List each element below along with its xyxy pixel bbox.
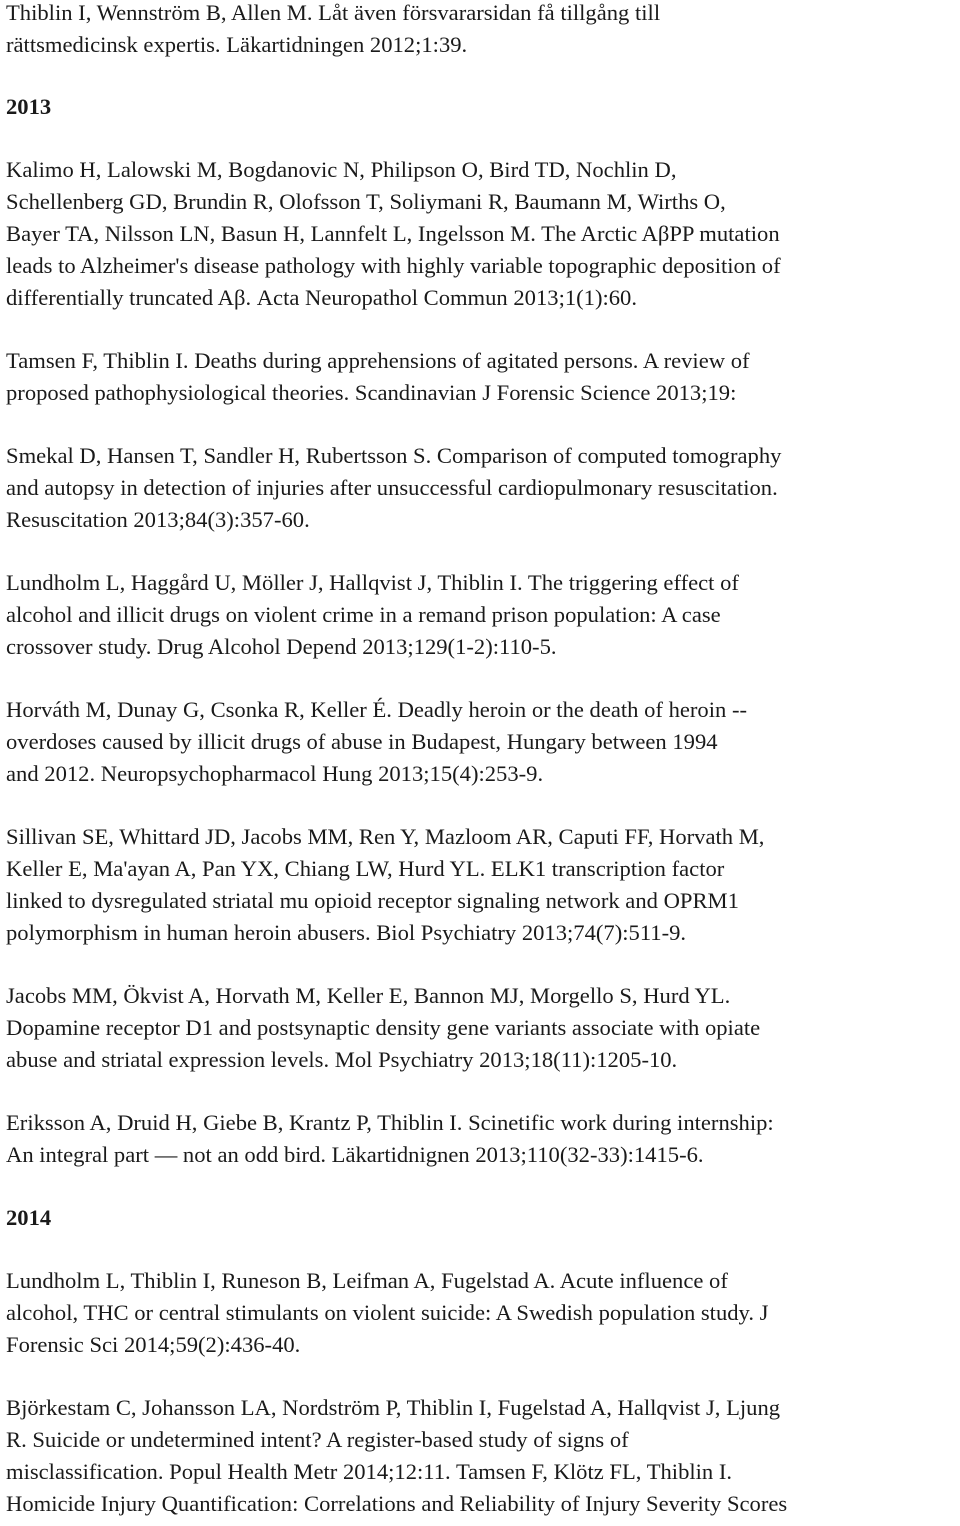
reference-entry: Horváth M, Dunay G, Csonka R, Keller É. Deadly heroin or the death of heroin -- overdoses caused by illicit drugs of abuse in Budapest, Hungary between 1994 and 2012. Neuropsychopharmacol Hung 2013;15(4):253-9. <box>6 697 748 786</box>
reference-entry: Lundholm L, Haggård U, Möller J, Hallqvist J, Thiblin I. The triggering effect of alcohol and illicit drugs on violent crime in a remand prison population: A case crossover study. Drug Alcohol Depend 2013;129(1-2):110-5. <box>6 570 739 659</box>
spacer <box>6 663 956 694</box>
spacer <box>6 61 956 91</box>
reference-entry: Thiblin I, Wennström B, Allen M. Låt även försvararsidan få tillgång till rättsmedicinsk expertis. Läkartidningen 2012;1:39. <box>6 0 661 57</box>
reference-entry: Sillivan SE, Whittard JD, Jacobs MM, Ren Y, Mazloom AR, Caputi FF, Horvath M, Keller E, Ma'ayan A, Pan YX, Chiang LW, Hurd YL. ELK1 transcription factor linked to dysregulated striatal mu opioid receptor signaling network and OPRM1 polymorphism in human heroin abusers. Biol Psychiatry 2013;74(7):511-9. <box>6 824 765 945</box>
reference-entry: Lundholm L, Thiblin I, Runeson B, Leifman A, Fugelstad A. Acute influence of alcohol, THC or central stimulants on violent suicide: A Swedish population study. J Forensic Sci 2014;59(2):436-40. <box>6 1268 769 1357</box>
spacer <box>6 1171 956 1202</box>
reference-entry: Kalimo H, Lalowski M, Bogdanovic N, Philipson O, Bird TD, Nochlin D, Schellenberg GD, Brundin R, Olofsson T, Soliymani R, Baumann M, Wirths O, Bayer TA, Nilsson LN, Basun H, Lannfelt L, Ingelsson M. The Arctic AβPP mutation leads to Alzheimer's disease pathology with highly variable topographic deposition of differentially truncated Aβ. Acta Neuropathol Commun 2013;1(1):60. <box>6 157 781 310</box>
reference-entry: Björkestam C, Johansson LA, Nordström P, Thiblin I, Fugelstad A, Hallqvist J, Ljung R. Suicide or undetermined intent? A register-based study of signs of misclassification. Popul Health Metr 2014;12:11. Tamsen F, Klötz FL, Thiblin I. Homicide Injury Quantification: Correlations and Reliability of Injury Severity Scores <box>6 1395 788 1516</box>
spacer <box>6 1361 956 1392</box>
spacer <box>6 1234 956 1265</box>
spacer <box>6 314 956 345</box>
reference-entry: Smekal D, Hansen T, Sandler H, Rubertsson S. Comparison of computed tomography and autopsy in detection of injuries after unsuccessful cardiopulmonary resuscitation. Resuscitation 2013;84(3):357-60. <box>6 443 782 532</box>
spacer <box>6 123 956 154</box>
year-heading-2014: 2014 <box>6 1205 52 1230</box>
reference-entry: Jacobs MM, Ökvist A, Horvath M, Keller E, Bannon MJ, Morgello S, Hurd YL. Dopamine receptor D1 and postsynaptic density gene variants associate with opiate abuse and striatal expression levels. Mol Psychiatry 2013;18(11):1205-10. <box>6 983 761 1072</box>
spacer <box>6 790 956 821</box>
spacer <box>6 409 956 440</box>
spacer <box>6 949 956 980</box>
reference-entry: Eriksson A, Druid H, Giebe B, Krantz P, Thiblin I. Scinetific work during internship: An integral part — not an odd bird. Läkartidnignen 2013;110(32-33):1415-6. <box>6 1110 774 1167</box>
spacer <box>6 536 956 567</box>
year-heading-2013: 2013 <box>6 94 52 119</box>
reference-entry: Tamsen F, Thiblin I. Deaths during apprehensions of agitated persons. A review of proposed pathophysiological theories. Scandinavian J Forensic Science 2013;19: <box>6 348 750 405</box>
reference-list-page <box>6 0 956 1520</box>
spacer <box>6 1076 956 1107</box>
